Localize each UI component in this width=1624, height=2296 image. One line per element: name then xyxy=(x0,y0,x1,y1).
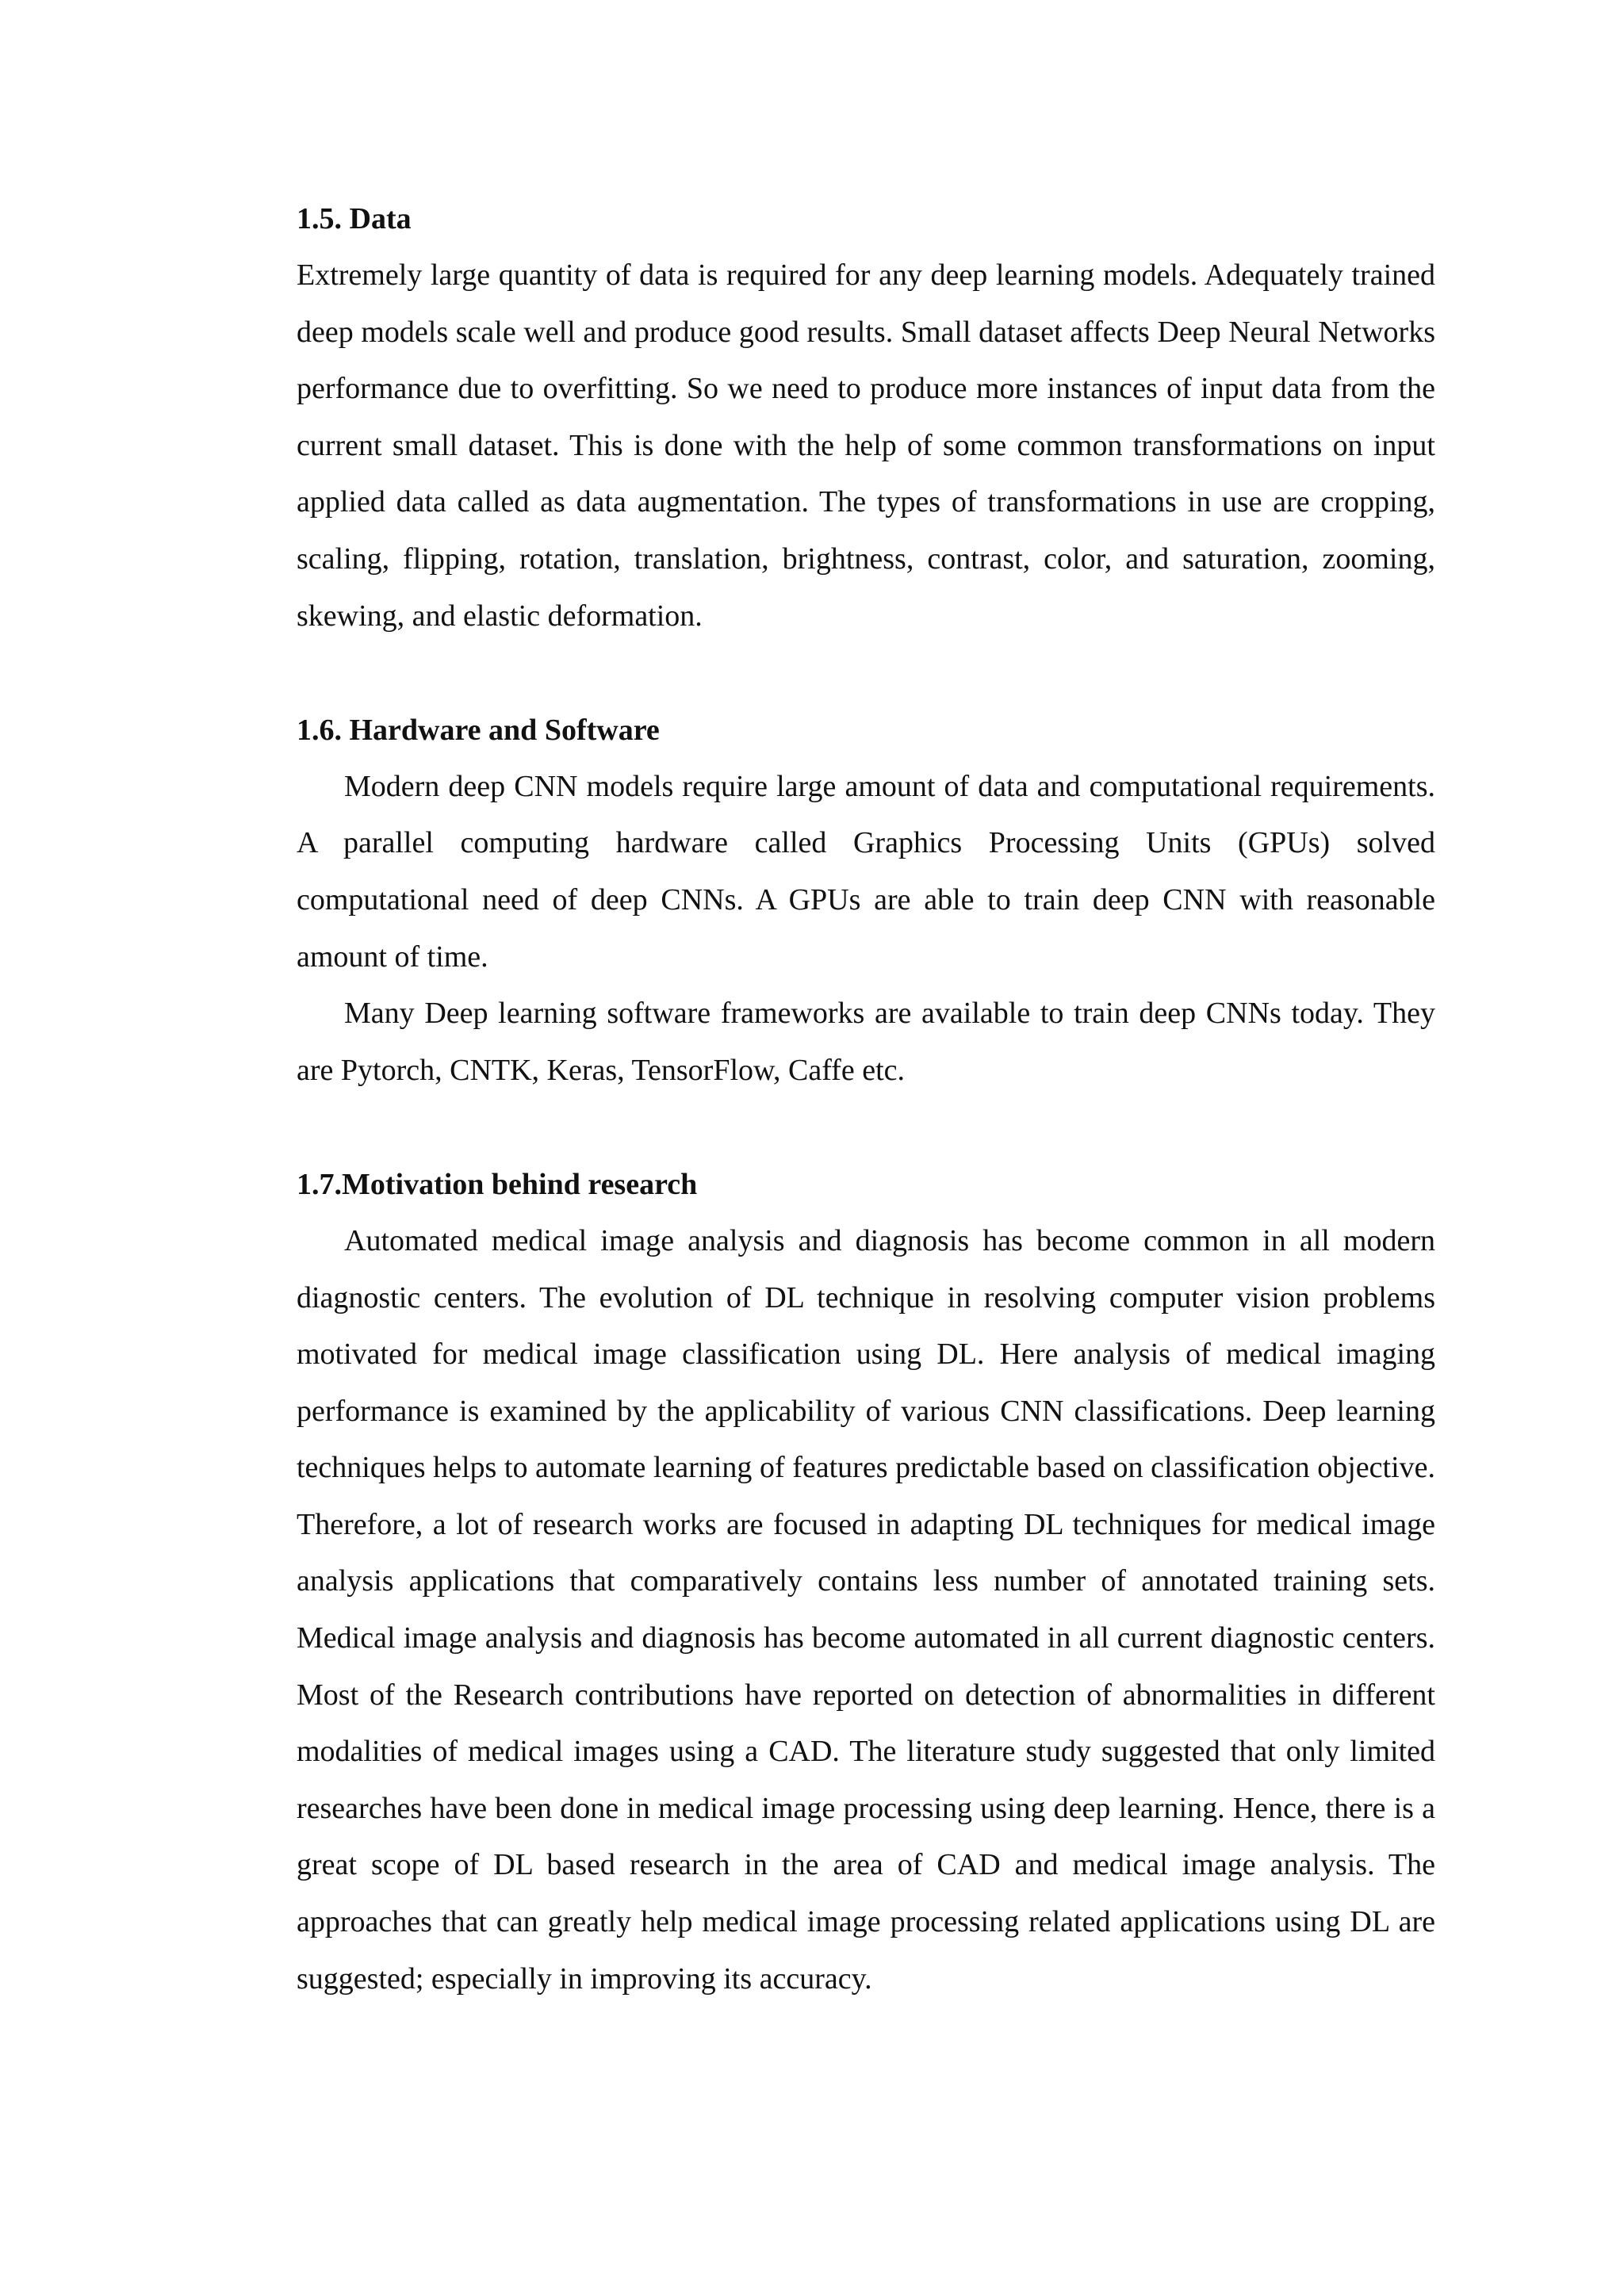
section-motivation xyxy=(297,1156,1435,2007)
paragraph-software: Many Deep learning software frameworks are available to train deep CNNs today. They are Pytorch, CNTK, Keras, TensorFlow, Caffe etc. xyxy=(297,997,1435,1087)
section-data xyxy=(297,190,1435,645)
section-heading-hardware-software: 1.6. Hardware and Software xyxy=(297,713,660,747)
section-heading-data: 1.5. Data xyxy=(297,202,412,235)
paragraph-hardware: Modern deep CNN models require large amount of data and computational requirements. A parallel computing hardware called Graphics Processing Units (GPUs) solved computational need of deep CNNs. A GPUs are able to train deep CNN with reasonable amount of time. xyxy=(297,769,1435,974)
section-heading-motivation: 1.7.Motivation behind research xyxy=(297,1167,698,1201)
section-gap xyxy=(297,1099,1435,1156)
document-page xyxy=(297,190,1435,2007)
section-hardware-software xyxy=(297,702,1435,1100)
section-gap xyxy=(297,645,1435,702)
paragraph-motivation: Automated medical image analysis and diagnosis has become common in all modern diagnostic centers. The evolution of DL technique in resolving computer vision problems motivated for medical image classification using DL. Here analysis of medical imaging performance is examined by the applicability of various CNN classifications. Deep learning techniques helps to automate learning of features predictable based on classification objective. Therefore, a lot of research works are focused in adapting DL techniques for medical image analysis applications that comparatively contains less number of annotated training sets. Medical image analysis and diagnosis has become automated in all current diagnostic centers. Most of the Research contributions have reported on detection of abnormalities in different modalities of medical images using a CAD. The literature study suggested that only limited researches have been done in medical image processing using deep learning. Hence, there is a great scope of DL based research in the area of CAD and medical image analysis. The approaches that can greatly help medical image processing related applications using DL are suggested; especially in improving its accuracy. xyxy=(297,1223,1435,1996)
paragraph-data-augmentation: Extremely large quantity of data is required for any deep learning models. Adequately trained deep models scale well and produce good results. Small dataset affects Deep Neural Networks performance due to overfitting. So we need to produce more instances of input data from the current small dataset. This is done with the help of some common transformations on input applied data called as data augmentation. The types of transformations in use are cropping, scaling, flipping, rotation, translation, brightness, contrast, color, and saturation, zooming, skewing, and elastic deformation. xyxy=(297,258,1435,633)
